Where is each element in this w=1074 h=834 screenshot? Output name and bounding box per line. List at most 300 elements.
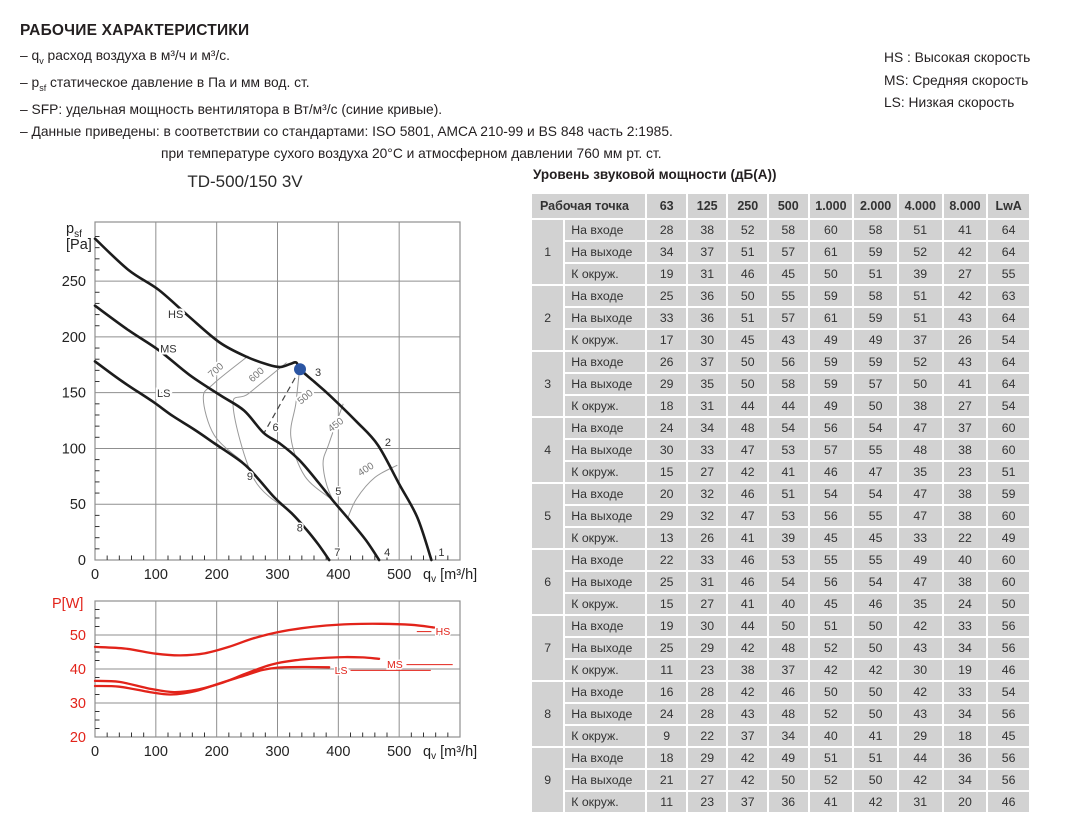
table-row: [532, 550, 1029, 570]
value-cell: 21: [647, 770, 686, 790]
x-axis-label: $q_v$ [m³/h]: [423, 744, 478, 762]
point-number-cell: 1: [532, 220, 563, 284]
working-point-label: 8: [296, 522, 303, 535]
value-cell: 59: [854, 308, 897, 328]
value-cell: 56: [988, 748, 1029, 768]
x-tick-label: 0: [90, 744, 100, 760]
legend-line: MS: Средняя скорость: [884, 72, 1029, 88]
value-cell: 50: [854, 396, 897, 416]
sfp-curve: [233, 363, 293, 513]
value-cell: 44: [728, 396, 767, 416]
value-cell: 43: [899, 638, 942, 658]
value-cell: 44: [728, 616, 767, 636]
table-row: [532, 572, 1029, 592]
value-cell: 47: [899, 506, 942, 526]
point-number-cell: 3: [532, 352, 563, 416]
value-cell: 42: [810, 660, 853, 680]
value-cell: 56: [988, 770, 1029, 790]
point-number-cell: 5: [532, 484, 563, 548]
freq-header-cell: 2.000: [854, 194, 897, 218]
value-cell: 13: [647, 528, 686, 548]
value-cell: 59: [854, 352, 897, 372]
value-cell: 24: [647, 704, 686, 724]
value-cell: 46: [728, 264, 767, 284]
value-cell: 50: [988, 594, 1029, 614]
row-label-cell: К окруж.: [565, 594, 645, 614]
value-cell: 64: [988, 352, 1029, 372]
value-cell: 37: [728, 726, 767, 746]
sfp-curve-label: 450: [326, 415, 347, 435]
value-cell: 37: [688, 242, 727, 262]
row-label-cell: К окруж.: [565, 264, 645, 284]
row-label-cell: На входе: [565, 352, 645, 372]
value-cell: 54: [769, 572, 808, 592]
curve-label-ms: MS: [160, 343, 177, 356]
value-cell: 37: [728, 792, 767, 812]
x-axis-label-unit: [m³/h]: [436, 744, 478, 760]
value-cell: 27: [944, 396, 987, 416]
value-cell: 33: [688, 440, 727, 460]
curve-label-hs: HS: [168, 308, 184, 321]
working-point-label: 7: [334, 547, 341, 559]
row-label-cell: На входе: [565, 682, 645, 702]
value-cell: 58: [769, 374, 808, 394]
sfp-curve-label: 600: [247, 365, 267, 385]
value-cell: 30: [688, 330, 727, 350]
value-cell: 57: [854, 374, 897, 394]
value-cell: 60: [988, 418, 1029, 438]
sound-table-title: Уровень звуковой мощности (дБ(А)): [533, 167, 777, 182]
value-cell: 46: [728, 484, 767, 504]
value-cell: 55: [810, 550, 853, 570]
value-cell: 27: [688, 594, 727, 614]
value-cell: 64: [988, 308, 1029, 328]
value-cell: 42: [899, 770, 942, 790]
legend-line: LS: Низкая скорость: [884, 95, 1015, 110]
value-cell: 50: [899, 374, 942, 394]
value-cell: 54: [854, 484, 897, 504]
value-cell: 22: [688, 726, 727, 746]
value-cell: 42: [854, 792, 897, 812]
value-cell: 51: [988, 462, 1029, 482]
value-cell: 44: [769, 396, 808, 416]
value-cell: 37: [769, 660, 808, 680]
sfp-curve: [291, 370, 333, 499]
value-cell: 36: [688, 286, 727, 306]
value-cell: 42: [728, 748, 767, 768]
value-cell: 29: [647, 506, 686, 526]
value-cell: 59: [810, 352, 853, 372]
value-cell: 54: [769, 418, 808, 438]
sound-power-table: [530, 192, 1031, 814]
row-label-cell: На входе: [565, 616, 645, 636]
value-cell: 47: [854, 462, 897, 482]
value-cell: 38: [944, 484, 987, 504]
value-cell: 58: [854, 286, 897, 306]
row-label-cell: К окруж.: [565, 528, 645, 548]
value-cell: 50: [769, 616, 808, 636]
bullet-line: – Данные приведены: в соответствии со стандартами: ISO 5801, AMCA 210-99 и BS 848 часть 2:1985.: [20, 123, 673, 139]
value-cell: 25: [647, 638, 686, 658]
value-cell: 56: [810, 506, 853, 526]
value-cell: 56: [988, 704, 1029, 724]
table-row: [532, 616, 1029, 636]
table-row: [532, 770, 1029, 790]
value-cell: 45: [854, 528, 897, 548]
value-cell: 55: [854, 550, 897, 570]
value-cell: 19: [944, 660, 987, 680]
value-cell: 28: [688, 682, 727, 702]
value-cell: 48: [728, 418, 767, 438]
value-cell: 23: [944, 462, 987, 482]
value-cell: 34: [769, 726, 808, 746]
value-cell: 41: [728, 528, 767, 548]
value-cell: 50: [854, 770, 897, 790]
x-tick-label: 300: [265, 567, 290, 583]
x-tick-label: 300: [265, 744, 290, 760]
table-row: [532, 440, 1029, 460]
value-cell: 60: [988, 572, 1029, 592]
value-cell: 46: [728, 550, 767, 570]
freq-header-cell: 250: [728, 194, 767, 218]
row-label-cell: К окруж.: [565, 660, 645, 680]
value-cell: 36: [944, 748, 987, 768]
table-row: [532, 748, 1029, 768]
freq-header-cell: 8.000: [944, 194, 987, 218]
value-cell: 48: [899, 440, 942, 460]
bullet-line: – SFP: удельная мощность вентилятора в Вт/м³/с (синие кривые).: [20, 101, 443, 117]
value-cell: 54: [854, 572, 897, 592]
value-cell: 42: [728, 770, 767, 790]
value-cell: 38: [899, 396, 942, 416]
power-ls-curve: [95, 667, 329, 695]
table-row: [532, 396, 1029, 416]
value-cell: 39: [769, 528, 808, 548]
value-cell: 26: [944, 330, 987, 350]
value-cell: 34: [944, 704, 987, 724]
working-point-label: 9: [246, 470, 253, 483]
curve-label-ls: LS: [334, 664, 348, 677]
table-row: [532, 330, 1029, 350]
row-label-cell: На выходе: [565, 440, 645, 460]
y-tick-label: 30: [69, 696, 86, 712]
value-cell: 27: [688, 462, 727, 482]
pressure-flow-chart: [20, 170, 520, 594]
value-cell: 42: [899, 682, 942, 702]
working-point-marker: [294, 363, 306, 375]
value-cell: 49: [810, 396, 853, 416]
value-cell: 59: [854, 242, 897, 262]
x-tick-label: 200: [204, 744, 229, 760]
grid: [95, 222, 460, 560]
speed-legend: [884, 47, 1030, 115]
value-cell: 55: [854, 506, 897, 526]
value-cell: 38: [944, 572, 987, 592]
value-cell: 50: [728, 352, 767, 372]
value-cell: 52: [810, 704, 853, 724]
value-cell: 41: [810, 792, 853, 812]
value-cell: 32: [688, 506, 727, 526]
value-cell: 33: [899, 528, 942, 548]
value-cell: 17: [647, 330, 686, 350]
table-row: [532, 704, 1029, 724]
sfp-curve-label: 400: [356, 460, 377, 479]
y-tick-label: 100: [61, 441, 86, 458]
row-label-cell: На выходе: [565, 572, 645, 592]
value-cell: 49: [769, 748, 808, 768]
value-cell: 22: [647, 550, 686, 570]
y-tick-label: 50: [69, 628, 86, 644]
value-cell: 47: [728, 440, 767, 460]
value-cell: 51: [899, 286, 942, 306]
freq-header-cell: 500: [769, 194, 808, 218]
value-cell: 28: [688, 704, 727, 724]
value-cell: 54: [854, 418, 897, 438]
freq-header-cell: 125: [688, 194, 727, 218]
value-cell: 61: [810, 308, 853, 328]
value-cell: 46: [810, 462, 853, 482]
point-number-cell: 4: [532, 418, 563, 482]
row-label-cell: К окруж.: [565, 396, 645, 416]
table-row: [532, 286, 1029, 306]
value-cell: 47: [728, 506, 767, 526]
value-cell: 51: [854, 264, 897, 284]
value-cell: 18: [944, 726, 987, 746]
row-label-cell: На выходе: [565, 242, 645, 262]
value-cell: 50: [854, 682, 897, 702]
value-cell: 32: [688, 484, 727, 504]
value-cell: 57: [769, 308, 808, 328]
value-cell: 42: [728, 638, 767, 658]
y-axis-label: $p_{sf}$ [Pa]: [66, 221, 92, 253]
value-cell: 35: [899, 594, 942, 614]
value-cell: 58: [769, 220, 808, 240]
value-cell: 31: [688, 572, 727, 592]
minor-ticks: [95, 610, 448, 738]
value-cell: 31: [688, 396, 727, 416]
table-row: [532, 242, 1029, 262]
y-tick-label: 200: [61, 329, 86, 346]
value-cell: 53: [769, 550, 808, 570]
value-cell: 38: [944, 440, 987, 460]
x-tick-label: 500: [387, 567, 412, 583]
value-cell: 54: [810, 484, 853, 504]
value-cell: 48: [769, 704, 808, 724]
value-cell: 56: [810, 572, 853, 592]
value-cell: 37: [944, 418, 987, 438]
value-cell: 52: [728, 220, 767, 240]
value-cell: 9: [647, 726, 686, 746]
value-cell: 27: [688, 770, 727, 790]
value-cell: 60: [988, 506, 1029, 526]
value-cell: 57: [769, 242, 808, 262]
y-axis-label: P[W]: [52, 596, 84, 612]
freq-header-cell: LwA: [988, 194, 1029, 218]
value-cell: 44: [899, 748, 942, 768]
value-cell: 22: [944, 528, 987, 548]
sfp-curve: [348, 465, 398, 519]
value-cell: 49: [810, 330, 853, 350]
value-cell: 50: [854, 704, 897, 724]
value-cell: 29: [647, 374, 686, 394]
value-cell: 42: [854, 660, 897, 680]
row-label-cell: На выходе: [565, 308, 645, 328]
value-cell: 33: [688, 550, 727, 570]
value-cell: 51: [854, 748, 897, 768]
value-cell: 40: [769, 594, 808, 614]
table-row: [532, 528, 1029, 548]
value-cell: 33: [944, 616, 987, 636]
value-cell: 53: [769, 506, 808, 526]
value-cell: 41: [728, 594, 767, 614]
table-row: [532, 418, 1029, 438]
value-cell: 59: [810, 286, 853, 306]
value-cell: 53: [769, 440, 808, 460]
value-cell: 52: [810, 638, 853, 658]
value-cell: 38: [728, 660, 767, 680]
bullet-list: [20, 45, 890, 165]
value-cell: 54: [988, 330, 1029, 350]
value-cell: 34: [944, 638, 987, 658]
bullet-line: при температуре сухого воздуха 20°C и атмосферном давлении 760 мм рт. ст.: [161, 145, 662, 161]
value-cell: 34: [944, 770, 987, 790]
curve-label-hs: HS: [435, 626, 451, 639]
x-tick-label: 500: [387, 744, 412, 760]
row-label-cell: На входе: [565, 748, 645, 768]
table-row: [532, 660, 1029, 680]
value-cell: 34: [688, 418, 727, 438]
value-cell: 19: [647, 264, 686, 284]
table-row: [532, 682, 1029, 702]
value-cell: 50: [728, 374, 767, 394]
value-cell: 58: [854, 220, 897, 240]
table-row: [532, 792, 1029, 812]
value-cell: 51: [728, 308, 767, 328]
value-cell: 51: [810, 748, 853, 768]
table-row: [532, 638, 1029, 658]
value-cell: 18: [647, 748, 686, 768]
table-row: [532, 264, 1029, 284]
value-cell: 46: [854, 594, 897, 614]
value-cell: 56: [988, 638, 1029, 658]
point-number-cell: 8: [532, 682, 563, 746]
table-header-row: [532, 194, 1029, 218]
value-cell: 50: [810, 264, 853, 284]
value-cell: 39: [899, 264, 942, 284]
x-axis-label: $q_v$ [m³/h]: [423, 567, 478, 585]
row-label-cell: К окруж.: [565, 792, 645, 812]
value-cell: 56: [769, 352, 808, 372]
x-axis-label-sub: v: [431, 751, 437, 762]
value-cell: 57: [810, 440, 853, 460]
x-tick-label: 100: [143, 567, 168, 583]
table-row: [532, 462, 1029, 482]
working-point-label: 2: [384, 437, 391, 450]
value-cell: 52: [810, 770, 853, 790]
value-cell: 55: [988, 264, 1029, 284]
row-label-cell: На выходе: [565, 704, 645, 724]
point-number-cell: 9: [532, 748, 563, 812]
row-label-cell: На выходе: [565, 770, 645, 790]
value-cell: 33: [647, 308, 686, 328]
value-cell: 41: [944, 374, 987, 394]
value-cell: 31: [688, 264, 727, 284]
y-tick-label: 40: [69, 662, 86, 678]
value-cell: 49: [899, 550, 942, 570]
row-label-cell: К окруж.: [565, 462, 645, 482]
x-tick-label: 200: [204, 567, 229, 583]
value-cell: 50: [810, 682, 853, 702]
working-point-label: 1: [438, 547, 445, 559]
row-label-cell: На выходе: [565, 374, 645, 394]
value-cell: 43: [944, 308, 987, 328]
value-cell: 29: [688, 638, 727, 658]
bullet-line: – $q_v$ расход воздуха в м³/ч и м³/с.: [20, 48, 230, 66]
table-row: [532, 594, 1029, 614]
value-cell: 23: [688, 660, 727, 680]
value-cell: 29: [899, 726, 942, 746]
freq-header-cell: 4.000: [899, 194, 942, 218]
value-cell: 42: [944, 242, 987, 262]
value-cell: 64: [988, 242, 1029, 262]
value-cell: 49: [854, 330, 897, 350]
value-cell: 51: [769, 484, 808, 504]
grid: [95, 601, 460, 737]
value-cell: 24: [944, 594, 987, 614]
value-cell: 33: [944, 682, 987, 702]
value-cell: 60: [988, 550, 1029, 570]
table-row: [532, 506, 1029, 526]
value-cell: 36: [688, 308, 727, 328]
value-cell: 54: [988, 682, 1029, 702]
value-cell: 51: [899, 308, 942, 328]
y-axis-label-unit: [Pa]: [66, 237, 92, 253]
table-row: [532, 352, 1029, 372]
value-cell: 51: [810, 616, 853, 636]
value-cell: 38: [944, 506, 987, 526]
value-cell: 28: [647, 220, 686, 240]
value-cell: 31: [899, 792, 942, 812]
value-cell: 49: [988, 528, 1029, 548]
value-cell: 54: [988, 396, 1029, 416]
point-number-cell: 6: [532, 550, 563, 614]
value-cell: 56: [810, 418, 853, 438]
value-cell: 26: [688, 528, 727, 548]
x-axis-label-unit: [m³/h]: [436, 567, 478, 583]
value-cell: 42: [728, 682, 767, 702]
row-label-cell: На входе: [565, 418, 645, 438]
y-tick-label: 0: [77, 553, 86, 569]
value-cell: 40: [810, 726, 853, 746]
freq-header-cell: 1.000: [810, 194, 853, 218]
value-cell: 43: [944, 352, 987, 372]
value-cell: 45: [988, 726, 1029, 746]
row-label-cell: На входе: [565, 484, 645, 504]
value-cell: 50: [854, 616, 897, 636]
x-tick-label: 400: [326, 567, 351, 583]
power-hs-curve: [95, 624, 434, 656]
working-point-label: 5: [335, 485, 342, 498]
value-cell: 41: [944, 220, 987, 240]
working-point-label: 6: [272, 421, 279, 434]
value-cell: 50: [854, 638, 897, 658]
value-cell: 25: [647, 286, 686, 306]
pressure-chart-title: TD-500/150 3V: [187, 172, 303, 191]
curve-label-ms: MS: [387, 659, 403, 672]
table-row: [532, 484, 1029, 504]
value-cell: 11: [647, 792, 686, 812]
value-cell: 15: [647, 594, 686, 614]
